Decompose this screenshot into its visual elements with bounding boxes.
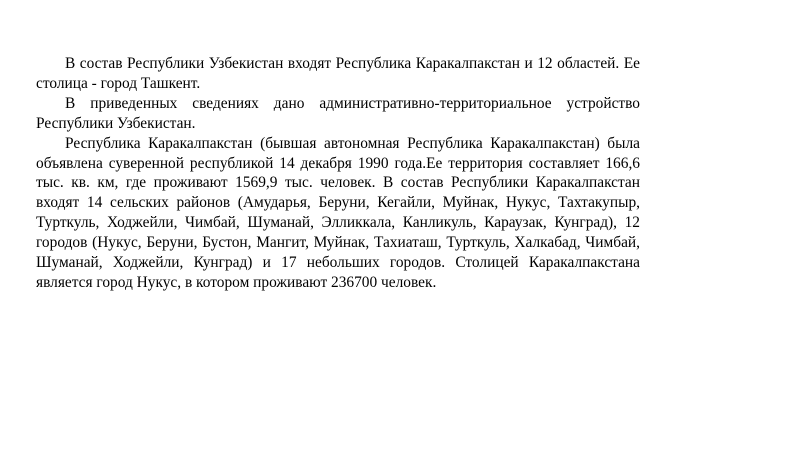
paragraph-regions: В состав Республики Узбекистан входят Республика Каракалпакстан и 12 областей. Ее столица - город Ташкент. bbox=[36, 55, 640, 92]
paragraph-karakalpakstan: Республика Каракалпакстан (бывшая автономная Республика Каракалпакстан) была объявлена суверенной республикой 14 декабря 1990 года.Ее территория составляет 166,6 тыс. кв. км, где проживают 1569,9 тыс. человек. В состав Республики Каракалпакстан входят 14 сельских районов (Амударья, Беруни, Кегайли, Муйнак, Нукус, Тахтакупыр, Турткуль, Ходжейли, Чимбай, Шуманай, Элликкала, Канликуль, Караузак, Кунград), 12 городов (Нукус, Беруни, Бустон, Мангит, Муйнак, Тахиаташ, Турткуль, Халкабад, Чимбай, Шуманай, Ходжейли, Кунград) и 17 небольших городов. Столицей Каракалпакстана является город Нукус, в котором проживают 236700 человек. bbox=[36, 134, 640, 291]
paragraph-administrative-structure: В приведенных сведениях дано административно-территориальное устройство Республики Узбекистан. bbox=[36, 94, 640, 132]
document-body bbox=[36, 54, 640, 293]
